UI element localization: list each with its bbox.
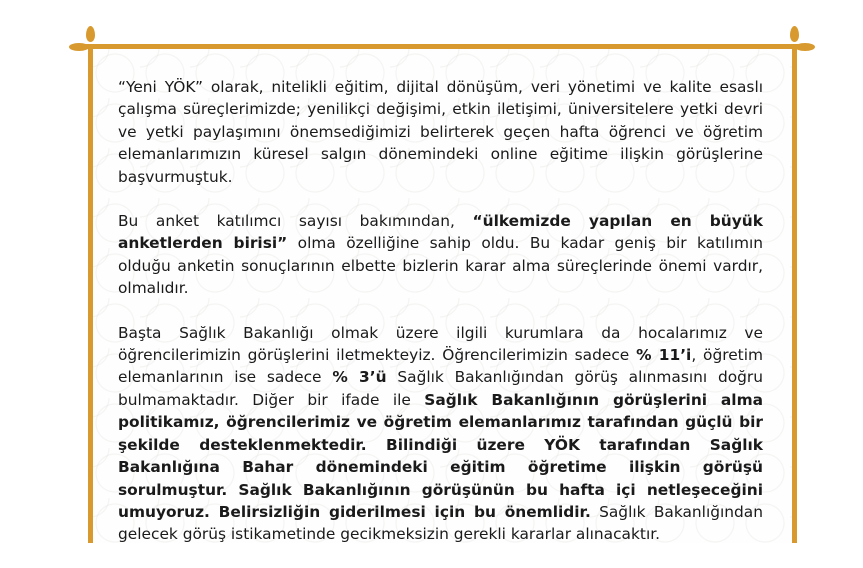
text-segment: Sağlık Bakanlığından gelecek görüş istikametinde gecikmeksizin gerekli kararlar alınacaktır. [118,502,763,544]
text-segment: Başta Sağlık Bakanlığı olmak üzere ilgili kurumlara da hocalarımız ve öğrencilerimizin görüşlerini iletmekteyiz. Öğrencilerimizin sadece [118,323,763,365]
corner-ornament-leaf-icon [795,43,815,51]
frame-left-border [88,44,93,543]
paragraph-survey [118,210,763,300]
corner-ornament-drop-icon [790,26,799,42]
corner-ornament-drop-icon [86,26,95,42]
text-segment-bold: Sağlık Bakanlığının görüşlerini alma politikamız, öğrencilerimiz ve öğretim elemanlarımız tarafından güçlü bir şekilde desteklenmektedir. Bilindiği üzere YÖK tarafından Sağlık Bakanlığına Bahar dönemindeki eğitim öğretime ilişkin görüşü sorulmuştur. Sağlık Bakanlığının görüşünün bu hafta içi netleşeceğini umuyoruz. Belirsizliğin giderilmesi için bu önemlidir. [118,390,763,521]
corner-ornament-leaf-icon [69,43,89,51]
text-segment: “Yeni YÖK” olarak, nitelikli eğitim, dijital dönüşüm, veri yönetimi ve kalite esaslı çalışma süreçlerimizde; yenilikçi değişimi, etkin iletişimi, üniversitelere yetki devri ve yetki paylaşımını önemsediğimizi belirterek geçen hafta öğrenci ve öğretim elemanlarımızın küresel salgın dönemindeki online eğitime ilişkin görüşlerine başvurmuştuk. [118,78,763,186]
frame-right-border [792,44,797,543]
paragraph-ministry [118,322,763,546]
document-body [118,76,763,568]
text-segment-bold: % 3’ü [332,368,387,387]
text-segment: , öğretim elemanlarının ise sadece [118,346,763,387]
paragraph-intro [118,76,763,188]
frame-top-border [72,44,804,49]
text-segment-bold: “ülkemizde yapılan en büyük anketlerden birisi” [118,212,763,253]
text-segment: olma özelliğine sahip oldu. Bu kadar geniş bir katılımın olduğu anketin sonuçlarının elbette bizlerin karar alma süreçlerinde önemi vardır, olmalıdır. [118,234,763,298]
text-segment: Bu anket katılımcı sayısı bakımından, [118,212,473,231]
text-segment-bold: % 11’i [636,346,692,365]
text-segment: Sağlık Bakanlığından görüş alınmasını doğru bulmamaktadır. Diğer bir ifade ile [118,368,763,409]
